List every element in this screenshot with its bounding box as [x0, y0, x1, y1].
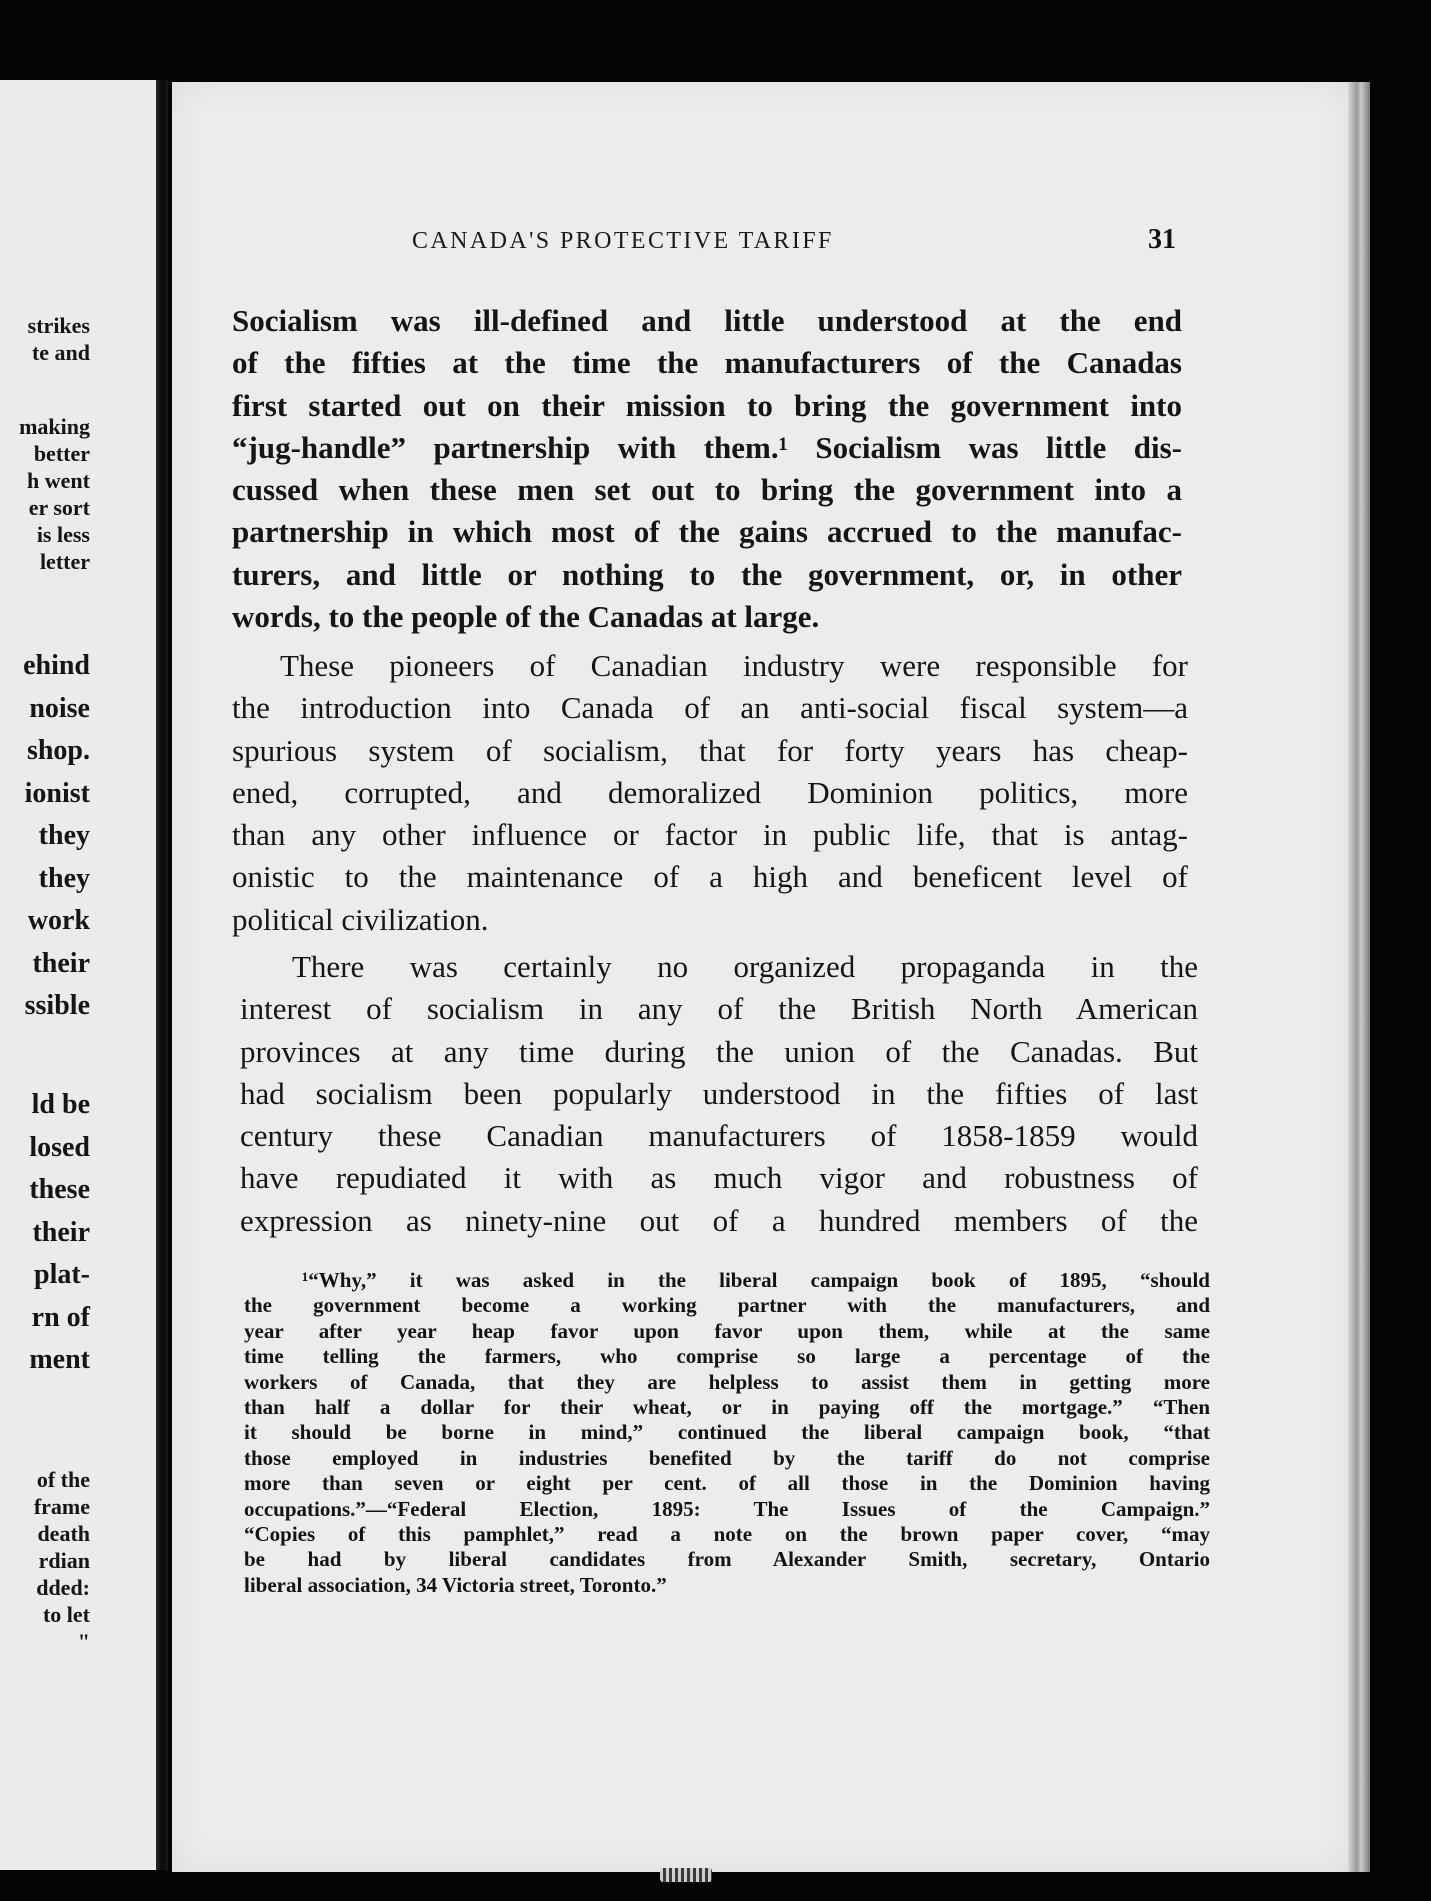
left-page-line: losed [29, 1131, 90, 1163]
left-page-line: making [19, 414, 90, 439]
left-page-line: noise [29, 692, 90, 724]
body-paragraph-2 [232, 645, 1188, 941]
left-page-line: they [38, 820, 90, 851]
text-line: “jug-handle” partnership with them.¹ Socialism was little dis- [232, 429, 1182, 465]
page-edge [1348, 82, 1370, 1872]
text-line: cussed when these men set out to bring the government into a [232, 472, 1182, 508]
text-line: spurious system of socialism, that for forty years has cheap- [232, 732, 1188, 768]
text-line: have repudiated it with as much vigor and robustness of [240, 1160, 1198, 1196]
left-page-line: better [33, 441, 90, 466]
text-line: than any other influence or factor in public life, that is antag- [232, 817, 1188, 853]
left-page-line: plat- [34, 1259, 90, 1290]
left-page-line: ment [29, 1344, 90, 1375]
left-page-line: ehind [23, 650, 90, 681]
footnote-line: ¹“Why,” it was asked in the liberal campaign book of 1895, “should [302, 1268, 1210, 1292]
text-line: first started out on their mission to bring the government into [232, 387, 1182, 423]
text-line: partnership in which most of the gains accrued to the manufac- [232, 514, 1182, 550]
text-line: century these Canadian manufacturers of 1858-1859 would [240, 1118, 1198, 1154]
left-page-text-group-4 [29, 1084, 90, 1382]
footnote-line: than half a dollar for their wheat, or in paying off the mortgage.” “Then [244, 1395, 1210, 1420]
scan-clip-mark [660, 1868, 712, 1882]
left-page-line: of the [36, 1467, 90, 1492]
text-line: had socialism been popularly understood in the fifties of last [240, 1075, 1198, 1111]
left-page-line: their [32, 947, 90, 979]
left-page-line: shop. [26, 735, 90, 766]
left-page-line: frame [33, 1494, 90, 1519]
text-line: political civilization. [232, 901, 489, 937]
left-page-line: ssible [24, 990, 90, 1021]
left-page-line: dded: [36, 1575, 90, 1600]
left-page-line: they [38, 862, 90, 894]
text-line: turers, and little or nothing to the government, or, in other [232, 556, 1182, 592]
left-page-line: rn of [31, 1301, 90, 1333]
text-line: interest of socialism in any of the British North American [240, 991, 1198, 1027]
text-line: of the fifties at the time the manufacturers of the Canadas [232, 345, 1182, 381]
left-page-text-group-2 [19, 413, 90, 575]
left-facing-page [0, 80, 162, 1870]
text-line: words, to the people of the Canadas at large. [232, 599, 820, 635]
left-page-line: is less [36, 522, 90, 547]
left-page-line: letter [39, 549, 90, 574]
footnote-line: occupations.”—“Federal Election, 1895: The Issues of the Campaign.” [244, 1496, 1210, 1521]
running-head: CANADA'S PROTECTIVE TARIFF [412, 228, 834, 254]
body-paragraph-3 [240, 946, 1198, 1242]
text-line: expression as ninety-nine out of a hundred members of the [240, 1202, 1198, 1238]
left-page-line: these [29, 1174, 90, 1205]
left-page-line: strikes [27, 313, 90, 338]
text-line: Socialism was ill-defined and little understood at the end [232, 303, 1182, 338]
footnote-line: time telling the farmers, who comprise so large a percentage of the [244, 1344, 1210, 1369]
left-page-text-group-3 [23, 645, 90, 1028]
footnote-line: those employed in industries benefited by the tariff do not comprise [244, 1445, 1210, 1470]
footnote-line: it should be borne in mind,” continued the liberal campaign book, “that [244, 1420, 1210, 1445]
left-page-line: " [77, 1629, 90, 1654]
left-page-line: death [37, 1521, 90, 1546]
text-line: onistic to the maintenance of a high and beneficent level of [232, 859, 1188, 895]
text-line: the introduction into Canada of an anti-social fiscal system—a [232, 690, 1188, 726]
footnote-line: year after year heap favor upon favor upon them, while at the same [244, 1318, 1210, 1343]
left-page-line: their [32, 1216, 90, 1248]
footnote-line: be had by liberal candidates from Alexander Smith, secretary, Ontario [244, 1547, 1210, 1572]
left-page-text-group-5 [34, 1466, 90, 1655]
body-paragraph-1 [232, 300, 1182, 638]
text-line: provinces at any time during the union of the Canadas. But [240, 1033, 1198, 1069]
page-number: 31 [1148, 224, 1176, 255]
footnote-line: workers of Canada, that they are helpless to assist them in getting more [244, 1369, 1210, 1394]
text-line: ened, corrupted, and demoralized Dominion politics, more [232, 774, 1188, 810]
left-page-line: ld be [31, 1089, 90, 1120]
left-page-line: ionist [24, 777, 90, 809]
left-page-text-group-1 [28, 312, 90, 366]
book-gutter [156, 80, 168, 1870]
text-line: These pioneers of Canadian industry were responsible for [280, 648, 1188, 683]
left-page-line: h went [27, 468, 90, 493]
footnote-line: “Copies of this pamphlet,” read a note on the brown paper cover, “may [244, 1522, 1210, 1547]
left-page-line: to let [42, 1602, 90, 1627]
left-page-line: rdian [38, 1548, 90, 1573]
text-line: There was certainly no organized propaganda in the [292, 949, 1198, 984]
left-page-line: te and [31, 340, 90, 365]
left-page-line: er sort [28, 495, 90, 520]
left-page-line: work [27, 905, 90, 936]
footnote-line: liberal association, 34 Victoria street, Toronto.” [244, 1572, 667, 1597]
footnote-line: the government become a working partner with the manufacturers, and [244, 1293, 1210, 1318]
footnote-line: more than seven or eight per cent. of all those in the Dominion having [244, 1471, 1210, 1496]
footnote [244, 1268, 1210, 1598]
